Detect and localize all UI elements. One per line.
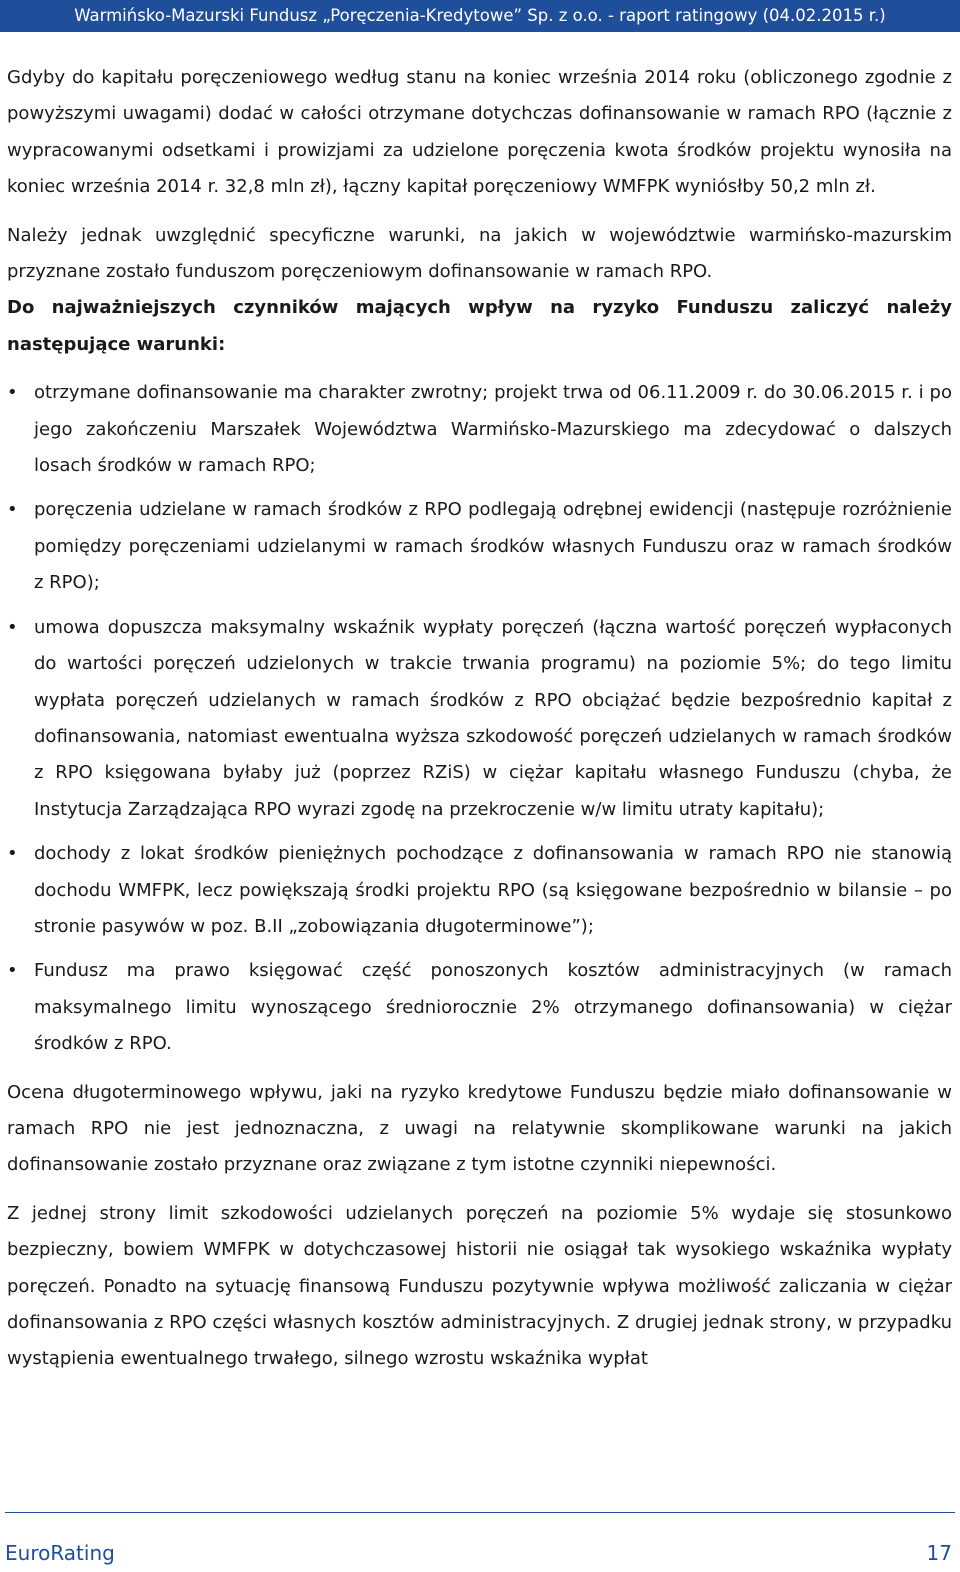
conditions-list [7, 375, 952, 1062]
running-header: Warmińsko-Mazurski Fundusz „Poręczenia-Kredytowe” Sp. z o.o. - raport ratingowy (04.02.2015 r.) [0, 0, 960, 32]
bullet-icon: • [7, 960, 18, 982]
paragraph-conditions: Należy jednak uwzględnić specyficzne warunki, na jakich w województwie warmińsko-mazurskim przyznane zostało funduszom poręczeniowym dofinansowanie w ramach RPO. [7, 224, 952, 283]
list-item-text: umowa dopuszcza maksymalny wskaźnik wypłaty poręczeń (łączna wartość poręczeń wypłaconych do wartości poręczeń udzielonych w trakcie trwania programu) na poziomie 5%; do tego limitu wypłata poręczeń udzielanych w ramach środków z RPO obciążać będzie bezpośrednio kapitał z dofinansowania, natomiast ewentualna wyższa szkodowość poręczeń udzielanych w ramach środków z RPO księgowana byłaby już (poprzez RZiS) w ciężar kapitału własnego Funduszu (chyba, że Instytucja Zarządzająca RPO wyrazi zgodę na przekroczenie w/w limitu utraty kapitału); [34, 616, 952, 820]
paragraph-assessment: Ocena długoterminowego wpływu, jaki na ryzyko kredytowe Funduszu będzie miało dofinansowanie w ramach RPO nie jest jednoznaczna, z uwagi na relatywnie skomplikowane warunki na jakich dofinansowanie zostało przyznane oraz związane z tym istotne czynniki niepewności. [7, 1081, 952, 1176]
bullet-icon: • [7, 616, 18, 638]
paragraph-risk-limit: Z jednej strony limit szkodowości udzielanych poręczeń na poziomie 5% wydaje się stosunkowo bezpieczny, bowiem WMFPK w dotychczasowej historii nie osiągał tak wysokiego wskaźnika wypłaty poręczeń. Ponadto na sytuację finansową Funduszu pozytywnie wpływa możliwość zaliczania w ciężar dofinansowania z RPO części własnych kosztów administracyjnych. Z drugiej jednak strony, w przypadku wystąpienia ewentualnego trwałego, silnego wzrostu wskaźnika wypłat [7, 1202, 952, 1370]
list-item-text: Fundusz ma prawo księgować część ponoszonych kosztów administracyjnych (w ramach maksymalnego limitu wynoszącego średniorocznie 2% otrzymanego dofinansowania) w ciężar środków z RPO. [34, 960, 952, 1055]
paragraph-capital: Gdyby do kapitału poręczeniowego według stanu na koniec września 2014 roku (obliczonego zgodnie z powyższymi uwagami) dodać w całości otrzymane dotychczas dofinansowanie w ramach RPO (łącznie z wypracowanymi odsetkami i prowizjami za udzielone poręczenia kwota środków projektu wynosiła na koniec września 2014 r. 32,8 mln zł), łączny kapitał poręczeniowy WMFPK wyniósłby 50,2 mln zł. [7, 67, 952, 198]
list-item [7, 375, 952, 484]
paragraph-key-factors: Do najważniejszych czynników mających wpływ na ryzyko Funduszu zaliczyć należy następujące warunki: [7, 297, 952, 355]
list-item [7, 836, 952, 945]
footer-divider [5, 1512, 955, 1513]
bullet-icon: • [7, 499, 18, 521]
report-body [7, 60, 952, 1390]
list-item-text: poręczenia udzielane w ramach środków z RPO podlegają odrębnej ewidencji (następuje rozróżnienie pomiędzy poręczeniami udzielanymi w ramach środków własnych Funduszu oraz w ramach środków z RPO); [34, 499, 952, 594]
bullet-icon: • [7, 382, 18, 404]
list-item [7, 953, 952, 1062]
list-item-text: dochody z lokat środków pieniężnych pochodzące z dofinansowania w ramach RPO nie stanowią dochodu WMFPK, lecz powiększają środki projektu RPO (są księgowane bezpośrednio w bilansie – po stronie pasywów w poz. B.II „zobowiązania długoterminowe”); [34, 843, 952, 937]
footer-brand: EuroRating [5, 1541, 115, 1565]
bullet-icon: • [7, 843, 18, 865]
page-number: 17 [926, 1541, 952, 1565]
list-item-text: otrzymane dofinansowanie ma charakter zwrotny; projekt trwa od 06.11.2009 r. do 30.06.2015 r. i po jego zakończeniu Marszałek Województwa Warmińsko-Mazurskiego ma zdecydować o dalszych losach środków w ramach RPO; [34, 382, 952, 477]
list-item [7, 610, 952, 828]
list-item [7, 492, 952, 601]
